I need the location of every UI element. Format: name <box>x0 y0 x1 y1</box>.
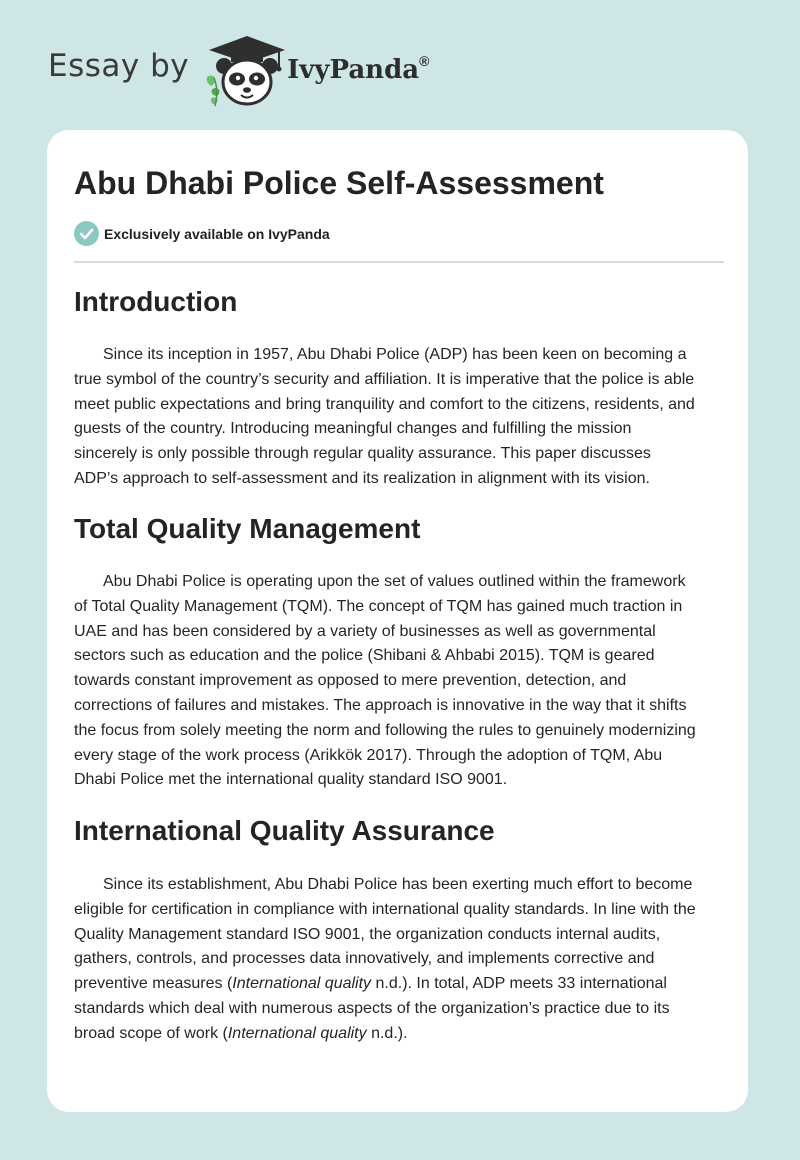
paragraph-introduction <box>74 343 724 492</box>
section-heading-iqa: International Quality Assurance <box>74 815 495 846</box>
line-text: n.d.). In total, ADP meets 33 international <box>371 975 667 993</box>
exclusive-badge <box>74 221 330 246</box>
paragraph-line: of Total Quality Management (TQM). The concept of TQM has gained much traction in <box>74 597 683 615</box>
paragraph-line: corrections of failures and mistakes. The approach is innovative in the way that it shifts <box>74 696 687 714</box>
page-title: Abu Dhabi Police Self-Assessment <box>74 165 604 201</box>
paragraph-line: UAE and has been considered by a variety of businesses as well as governmental <box>74 622 656 640</box>
paragraph-line: every stage of the work process (Arikkök 2017). Through the adoption of TQM, Abu <box>74 746 663 764</box>
paragraph-line <box>74 972 724 997</box>
paragraph-line: towards constant improvement as opposed to mere prevention, detection, and <box>74 672 627 690</box>
exclusive-label: Exclusively available on IvyPanda <box>104 225 330 242</box>
section-heading-introduction: Introduction <box>74 286 238 317</box>
brand-prefix: Essay by <box>48 48 190 84</box>
check-icon <box>74 221 99 246</box>
paragraph-line: sectors such as education and the police (Shibani & Ahbabi 2015). TQM is geared <box>74 647 655 665</box>
essay-card <box>47 130 748 1112</box>
paragraph-line: Dhabi Police met the international quality standard ISO 9001. <box>74 771 508 789</box>
site-header <box>48 30 429 110</box>
paragraph-line: Abu Dhabi Police is operating upon the set of values outlined within the framework <box>103 573 686 590</box>
section-heading-tqm: Total Quality Management <box>74 513 421 544</box>
paragraph-line: sincerely is only possible through regular quality assurance. This paper discusses <box>74 445 651 463</box>
paragraph-line: gathers, controls, and processes data innovatively, and implements corrective and <box>74 950 655 968</box>
line-text: n.d.). <box>366 1024 408 1042</box>
citation-title: International quality <box>232 975 372 993</box>
title-divider <box>74 261 724 263</box>
citation-title: International quality <box>227 1024 367 1042</box>
line-text: broad scope of work ( <box>74 1024 228 1042</box>
paragraph-line: Since its inception in 1957, Abu Dhabi Police (ADP) has been keen on becoming a <box>103 346 687 363</box>
paragraph-line: guests of the country. Introducing meaningful changes and fulfilling the mission <box>74 420 632 438</box>
paragraph-line: ADP’s approach to self-assessment and its realization in alignment with its vision. <box>74 469 650 487</box>
brand-name: IvyPanda® <box>287 53 430 85</box>
paragraph-tqm <box>74 570 724 793</box>
paragraph-line: standards which deal with numerous aspects of the organization’s practice due to its <box>74 999 670 1017</box>
paragraph-iqa <box>74 873 724 1047</box>
paragraph-line: Since its establishment, Abu Dhabi Police has been exerting much effort to become <box>103 876 693 893</box>
paragraph-line: meet public expectations and bring tranquility and comfort to the citizens, residents, and <box>74 395 695 413</box>
paragraph-line: the focus from solely meeting the norm and following the rules to genuinely modernizing <box>74 721 696 739</box>
paragraph-line: eligible for certification in compliance with international quality standards. In line with the <box>74 900 696 918</box>
ivypanda-logo-link[interactable] <box>201 30 429 110</box>
panda-graduate-logo-icon <box>201 30 293 110</box>
line-text: preventive measures ( <box>74 975 233 993</box>
paragraph-line: true symbol of the country’s security and affiliation. It is imperative that the police is able <box>74 370 695 388</box>
paragraph-line: Quality Management standard ISO 9001, the organization conducts internal audits, <box>74 925 661 943</box>
paragraph-line <box>74 1022 724 1047</box>
